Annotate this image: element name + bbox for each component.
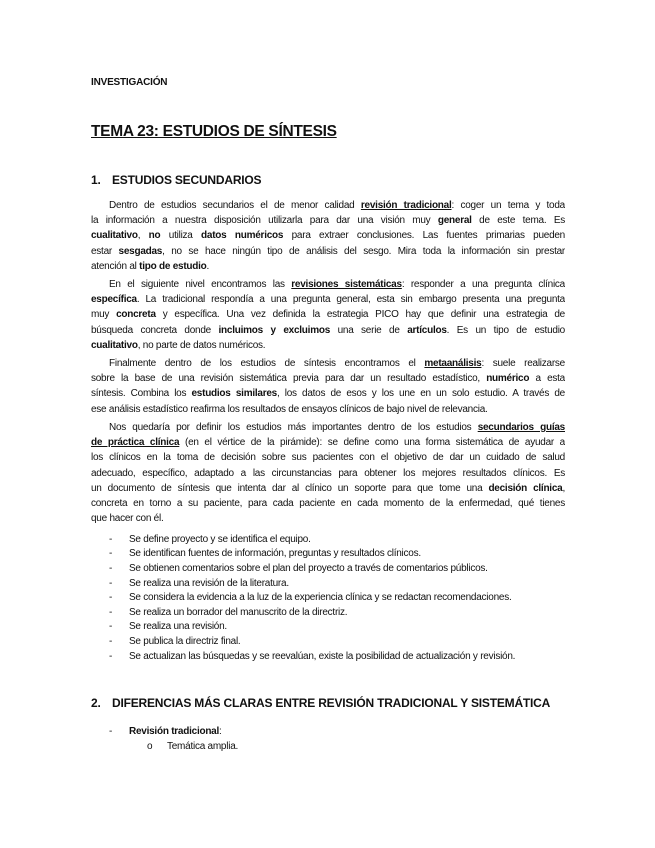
text-line — [91, 481, 565, 496]
sub-bullet: o — [147, 741, 153, 752]
text-run: estar — [91, 245, 119, 257]
text-run: , — [137, 230, 149, 242]
section-heading-2 — [91, 696, 550, 710]
text-line — [91, 356, 565, 371]
list-bullet: - — [109, 533, 113, 545]
list-item — [91, 724, 238, 739]
text-line: los clínicos en la toma de decisión sobre sus pacientes con el objetivo de dar un cuidado de salud — [91, 452, 565, 464]
list-bullet: - — [109, 621, 113, 633]
text-run: , no se hace ningún tipo de análisis del sesgo. Mira toda la información sin prestar — [162, 245, 565, 257]
text-line — [91, 228, 565, 243]
list-item — [91, 532, 571, 547]
text-run: y específica. Una vez definida la estrategia PICO hay que definir una estrategia de — [155, 309, 565, 321]
text-run: , los datos de esos y los une en un solo estudio. A través de — [276, 388, 565, 400]
text-run: En el siguiente nivel encontramos las — [109, 279, 292, 290]
list-bullet: - — [109, 548, 113, 560]
list-item-text: Se considera la evidencia a la luz de la experiencia clínica y se redactan recomendaciones. — [129, 592, 512, 604]
bold-run: datos numéricos — [201, 230, 284, 242]
text-run: a esta — [529, 373, 565, 385]
section-number: 1. — [91, 173, 101, 187]
text-line: concreta en torno a su paciente, para cada paciente en cada momento de la enfermedad, qué tienes — [91, 498, 565, 510]
list-item-text: Se identifican fuentes de información, preguntas y resultados clínicos. — [129, 548, 421, 560]
list-item-text: Se actualizan las búsquedas y se reevalúan, existe la posibilidad de actualización y revisión. — [129, 650, 516, 662]
term-practica-clinica: de práctica clínica — [91, 437, 180, 449]
text-run: Dentro de estudios secundarios el de menor calidad — [109, 200, 361, 211]
text-run: Finalmente dentro de los estudios de síntesis encontramos el — [109, 358, 425, 369]
bold-run: numérico — [486, 373, 530, 385]
text-line — [91, 292, 565, 307]
text-run: atención al — [91, 260, 140, 272]
text-run: una serie de — [330, 324, 408, 336]
text-run: Nos quedaría por definir los estudios más importantes dentro de los estudios — [109, 422, 478, 433]
list-item — [91, 605, 571, 620]
list-item — [91, 561, 571, 576]
text-run: . Es un tipo de estudio — [446, 324, 565, 336]
bold-run: incluimos y excluimos — [218, 324, 331, 336]
text-line — [91, 244, 565, 259]
term-secundarios-guias: secundarios guías — [477, 422, 565, 433]
bold-run: tipo de estudio — [139, 260, 207, 272]
list-item — [91, 620, 571, 635]
text-line — [91, 198, 565, 213]
list-item-text: Se realiza una revisión. — [129, 621, 227, 633]
list-item — [91, 634, 571, 649]
list-bullet: - — [109, 635, 113, 647]
list-bullet: - — [109, 606, 113, 618]
paragraph-guias-practica-clinica — [91, 420, 565, 526]
text-run: . La tradicional respondía a una pregunta general, esta sin embargo presenta una pregunta — [136, 294, 565, 306]
text-run: . — [206, 260, 210, 272]
list-item-text: Se realiza una revisión de la literatura. — [129, 577, 289, 589]
term-revision-tradicional: revisión tradicional — [360, 200, 452, 211]
text-line: ese análisis estadístico reafirma los resultados de ensayos clínicos de bajo nivel de relevancia. — [91, 403, 488, 415]
list-item-text: Se obtienen comentarios sobre el plan del proyecto a través de comentarios públicos. — [129, 562, 488, 574]
text-run: : — [219, 726, 222, 737]
bold-run: estudios similares — [191, 388, 277, 400]
bold-run: no — [148, 230, 161, 242]
section-title: DIFERENCIAS MÁS CLARAS ENTRE REVISIÓN TRADICIONAL Y SISTEMÁTICA — [112, 696, 551, 710]
list-item-text: Se realiza un borrador del manuscrito de la directriz. — [129, 606, 348, 618]
paragraph-revisiones-sistematicas — [91, 277, 565, 353]
text-run: : coger un tema y toda — [451, 200, 565, 211]
bold-run: sesgadas — [118, 245, 163, 257]
text-run: para extraer conclusiones. Las fuentes primarias pueden — [283, 230, 565, 242]
text-run: : responder a una pregunta clínica — [401, 279, 565, 290]
bold-run: cualitativo — [91, 230, 138, 242]
section-title: ESTUDIOS SECUNDARIOS — [112, 173, 262, 187]
text-line — [91, 371, 565, 386]
text-run: muy — [91, 309, 117, 321]
text-line — [91, 213, 565, 228]
list-item — [91, 576, 571, 591]
text-run: : suele realizarse — [481, 358, 565, 369]
text-run: un documento de síntesis que intenta dar al clínico un soporte para que tome una — [91, 482, 489, 494]
text-run: síntesis. Combina los — [91, 388, 192, 400]
list-item-text: Se define proyecto y se identifica el equipo. — [129, 533, 311, 545]
list-bullet: - — [109, 726, 113, 737]
term-revisiones-sistematicas: revisiones sistemáticas — [291, 279, 402, 290]
bold-run: cualitativo — [91, 339, 138, 351]
list-bullet: - — [109, 592, 113, 604]
bold-run: decisión clínica — [488, 482, 563, 494]
document-header: INVESTIGACIÓN — [91, 77, 168, 88]
sub-list-item — [91, 739, 238, 754]
term-metaanalisis: metaanálisis — [424, 358, 482, 369]
bold-run: concreta — [116, 309, 156, 321]
list-item-text: Temática amplia. — [167, 741, 239, 752]
text-run: utiliza — [160, 230, 202, 242]
paragraph-metaanalisis — [91, 356, 565, 417]
text-run: , no parte de datos numéricos. — [137, 339, 266, 351]
text-line — [91, 420, 565, 435]
text-line — [91, 435, 565, 450]
text-line: que hacer con él. — [91, 513, 164, 525]
text-run: , — [562, 482, 565, 494]
list-item — [91, 649, 571, 664]
paragraph-revision-tradicional — [91, 198, 565, 274]
text-run: de este tema. Es — [471, 215, 565, 227]
text-line — [91, 259, 565, 274]
text-run: sobre la base de una revisión sistemática previa para dar un resultado estadístico, — [91, 373, 487, 385]
text-line — [91, 307, 565, 322]
text-line — [91, 277, 565, 292]
list-bullet: - — [109, 562, 113, 574]
list-item-text: Se publica la directriz final. — [129, 635, 241, 647]
page-title: TEMA 23: ESTUDIOS DE SÍNTESIS — [91, 123, 337, 140]
text-line — [91, 386, 565, 401]
list-item — [91, 547, 571, 562]
list-bullet: - — [109, 650, 113, 662]
process-steps-list — [91, 532, 571, 663]
bold-run: general — [437, 215, 472, 227]
text-run: la información a nuestra disposición utilizarla para dar una visión muy — [91, 215, 438, 227]
list-bullet: - — [109, 577, 113, 589]
text-line — [91, 323, 565, 338]
text-line: adecuado, específico, adaptado a las circunstancias para obtener los mejores resultados clínicos. Es — [91, 467, 565, 479]
bold-run: artículos — [407, 324, 447, 336]
comparison-list — [91, 724, 238, 754]
section-heading-1 — [91, 173, 261, 187]
text-run: búsqueda concreta donde — [91, 324, 219, 336]
list-item-label: Revisión tradicional — [129, 726, 220, 737]
text-run: (en el vértice de la pirámide): se define como una forma sistemática de ayudar a — [179, 437, 565, 449]
list-item — [91, 590, 571, 605]
text-line — [91, 338, 565, 353]
section-number: 2. — [91, 696, 101, 710]
bold-run: específica — [91, 294, 137, 306]
